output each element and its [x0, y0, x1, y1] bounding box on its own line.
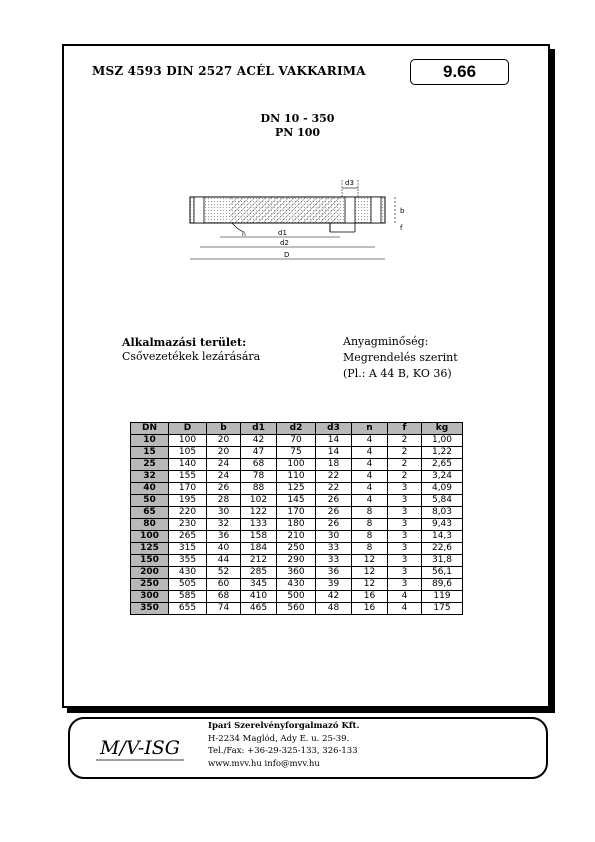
table-cell: 80 — [131, 519, 169, 531]
table-cell: 31,8 — [422, 555, 463, 567]
table-cell: 200 — [131, 567, 169, 579]
table-cell: 26 — [316, 507, 352, 519]
table-cell: 18 — [316, 459, 352, 471]
table-cell: 4 — [352, 435, 388, 447]
table-cell: 20 — [207, 435, 241, 447]
table-cell: 133 — [241, 519, 277, 531]
table-cell: 315 — [169, 543, 207, 555]
table-cell: 24 — [207, 459, 241, 471]
table-cell: 39 — [316, 579, 352, 591]
table-cell: 505 — [169, 579, 207, 591]
table-cell: 100 — [169, 435, 207, 447]
col-d2: d2 — [277, 423, 316, 435]
table-cell: 3 — [388, 519, 422, 531]
col-d3: d3 — [316, 423, 352, 435]
table-cell: 350 — [131, 603, 169, 615]
material-line2: (Pl.: A 44 B, KO 36) — [343, 367, 452, 380]
table-cell: 4 — [352, 495, 388, 507]
table-cell: 1,22 — [422, 447, 463, 459]
table-cell: 1,00 — [422, 435, 463, 447]
table-cell: 150 — [131, 555, 169, 567]
table-cell: 22 — [316, 483, 352, 495]
flange-drawing — [180, 170, 420, 270]
table-cell: 60 — [207, 579, 241, 591]
table-cell: 50 — [131, 495, 169, 507]
table-cell: 355 — [169, 555, 207, 567]
table-cell: 360 — [277, 567, 316, 579]
table-cell: 2 — [388, 435, 422, 447]
company-web: www.mvv.hu info@mvv.hu — [208, 758, 320, 769]
table-cell: 265 — [169, 531, 207, 543]
table-cell: 560 — [277, 603, 316, 615]
label-d3: d3 — [345, 179, 354, 187]
table-cell: 32 — [207, 519, 241, 531]
company-name: Ipari Szerelvényforgalmazó Kft. — [208, 721, 360, 731]
table-cell: 220 — [169, 507, 207, 519]
dimension-table — [130, 422, 463, 615]
company-phone: Tel./Fax: +36-29-325-133, 326-133 — [208, 746, 358, 756]
table-cell: 33 — [316, 543, 352, 555]
table-cell: 285 — [241, 567, 277, 579]
company-info — [208, 720, 359, 770]
label-b: b — [400, 207, 405, 215]
table-cell: 102 — [241, 495, 277, 507]
table-cell: 4 — [352, 447, 388, 459]
table-cell: 100 — [277, 459, 316, 471]
table-cell: 26 — [316, 495, 352, 507]
table-row — [131, 567, 463, 579]
table-row — [131, 495, 463, 507]
table-cell: 22 — [316, 471, 352, 483]
table-cell: 9,43 — [422, 519, 463, 531]
table-cell: 28 — [207, 495, 241, 507]
table-header-row — [131, 423, 463, 435]
table-body — [131, 435, 463, 615]
dn-range: DN 10 - 350 — [260, 112, 335, 125]
table-cell: 300 — [131, 591, 169, 603]
table-cell: 68 — [241, 459, 277, 471]
table-cell: 500 — [277, 591, 316, 603]
table-cell: 14 — [316, 435, 352, 447]
table-cell: 655 — [169, 603, 207, 615]
table-cell: 20 — [207, 447, 241, 459]
table-cell: 3 — [388, 555, 422, 567]
table-cell: 14,3 — [422, 531, 463, 543]
table-cell: 585 — [169, 591, 207, 603]
table-cell: 42 — [316, 591, 352, 603]
table-cell: 230 — [169, 519, 207, 531]
page-title: MSZ 4593 DIN 2527 ACÉL VAKKARIMA — [92, 64, 366, 78]
table-cell: 170 — [169, 483, 207, 495]
table-cell: 195 — [169, 495, 207, 507]
table-cell: 75 — [277, 447, 316, 459]
table-cell: 3 — [388, 543, 422, 555]
table-cell: 36 — [207, 531, 241, 543]
pressure-rating: PN 100 — [274, 126, 321, 139]
table-row — [131, 519, 463, 531]
table-cell: 4 — [352, 483, 388, 495]
table-cell: 250 — [277, 543, 316, 555]
table-cell: 47 — [241, 447, 277, 459]
col-kg: kg — [422, 423, 463, 435]
table-cell: 10 — [131, 435, 169, 447]
application-heading: Alkalmazási terület: — [122, 336, 247, 349]
company-address: H-2234 Maglód, Ady E. u. 25-39. — [208, 733, 350, 744]
table-row — [131, 543, 463, 555]
table-row — [131, 603, 463, 615]
table-cell: 48 — [316, 603, 352, 615]
table-cell: 32 — [131, 471, 169, 483]
table-cell: 2 — [388, 447, 422, 459]
table-cell: 33 — [316, 555, 352, 567]
company-logo — [96, 730, 186, 766]
catalog-code: 9.66 — [410, 59, 509, 85]
col-D: D — [169, 423, 207, 435]
table-row — [131, 555, 463, 567]
table-cell: 3 — [388, 579, 422, 591]
table-cell: 3 — [388, 495, 422, 507]
table-cell: 3 — [388, 507, 422, 519]
table-cell: 44 — [207, 555, 241, 567]
table-cell: 119 — [422, 591, 463, 603]
table-cell: 42 — [241, 435, 277, 447]
table-cell: 40 — [131, 483, 169, 495]
table-cell: 8 — [352, 507, 388, 519]
table-row — [131, 435, 463, 447]
label-d2: d2 — [280, 239, 289, 247]
table-cell: 4 — [388, 591, 422, 603]
table-cell: 40 — [207, 543, 241, 555]
table-cell: 410 — [241, 591, 277, 603]
col-n: n — [352, 423, 388, 435]
table-cell: 210 — [277, 531, 316, 543]
table-cell: 125 — [277, 483, 316, 495]
table-cell: 105 — [169, 447, 207, 459]
table-cell: 430 — [277, 579, 316, 591]
table-cell: 36 — [316, 567, 352, 579]
table-cell: 70 — [277, 435, 316, 447]
table-cell: 16 — [352, 603, 388, 615]
table-cell: 52 — [207, 567, 241, 579]
table-cell: 22,6 — [422, 543, 463, 555]
table-cell: 4 — [352, 459, 388, 471]
table-cell: 2,65 — [422, 459, 463, 471]
table-cell: 250 — [131, 579, 169, 591]
svg-text:M/V-ISG: M/V-ISG — [100, 737, 180, 759]
table-cell: 140 — [169, 459, 207, 471]
table-cell: 56,1 — [422, 567, 463, 579]
table-cell: 8 — [352, 531, 388, 543]
label-d1: d1 — [278, 229, 287, 237]
material-heading: Anyagminőség: — [343, 335, 429, 348]
table-cell: 430 — [169, 567, 207, 579]
table-row — [131, 507, 463, 519]
table-cell: 180 — [277, 519, 316, 531]
table-cell: 8 — [352, 543, 388, 555]
table-cell: 8 — [352, 519, 388, 531]
table-row — [131, 531, 463, 543]
table-cell: 465 — [241, 603, 277, 615]
table-cell: 65 — [131, 507, 169, 519]
table-cell: 12 — [352, 579, 388, 591]
table-cell: 26 — [207, 483, 241, 495]
col-b: b — [207, 423, 241, 435]
table-row — [131, 579, 463, 591]
label-D: D — [284, 251, 290, 259]
table-cell: 345 — [241, 579, 277, 591]
table-cell: 2 — [388, 471, 422, 483]
table-cell: 4 — [352, 471, 388, 483]
table-cell: 110 — [277, 471, 316, 483]
table-cell: 30 — [316, 531, 352, 543]
label-f: f — [400, 224, 403, 232]
table-cell: 3,24 — [422, 471, 463, 483]
table-cell: 12 — [352, 567, 388, 579]
table-cell: 16 — [352, 591, 388, 603]
table-cell: 30 — [207, 507, 241, 519]
material-line1: Megrendelés szerint — [343, 351, 458, 364]
table-cell: 78 — [241, 471, 277, 483]
table-cell: 100 — [131, 531, 169, 543]
table-cell: 2 — [388, 459, 422, 471]
table-cell: 170 — [277, 507, 316, 519]
table-cell: 68 — [207, 591, 241, 603]
table-row — [131, 591, 463, 603]
col-d1: d1 — [241, 423, 277, 435]
table-cell: 74 — [207, 603, 241, 615]
table-cell: 5,84 — [422, 495, 463, 507]
table-cell: 3 — [388, 531, 422, 543]
table-cell: 8,03 — [422, 507, 463, 519]
table-row — [131, 471, 463, 483]
label-n: n — [242, 231, 246, 238]
table-cell: 125 — [131, 543, 169, 555]
table-cell: 184 — [241, 543, 277, 555]
table-cell: 3 — [388, 483, 422, 495]
table-cell: 122 — [241, 507, 277, 519]
col-dn: DN — [131, 423, 169, 435]
table-row — [131, 483, 463, 495]
table-cell: 15 — [131, 447, 169, 459]
table-cell: 14 — [316, 447, 352, 459]
table-cell: 290 — [277, 555, 316, 567]
col-f: f — [388, 423, 422, 435]
application-text: Csővezetékek lezárására — [122, 350, 261, 363]
table-row — [131, 447, 463, 459]
table-cell: 12 — [352, 555, 388, 567]
table-cell: 4,09 — [422, 483, 463, 495]
table-cell: 158 — [241, 531, 277, 543]
table-cell: 155 — [169, 471, 207, 483]
table-cell: 26 — [316, 519, 352, 531]
table-cell: 145 — [277, 495, 316, 507]
table-cell: 3 — [388, 567, 422, 579]
table-row — [131, 459, 463, 471]
table-cell: 212 — [241, 555, 277, 567]
table-cell: 175 — [422, 603, 463, 615]
table-cell: 4 — [388, 603, 422, 615]
table-cell: 89,6 — [422, 579, 463, 591]
table-cell: 24 — [207, 471, 241, 483]
table-cell: 88 — [241, 483, 277, 495]
table-cell: 25 — [131, 459, 169, 471]
